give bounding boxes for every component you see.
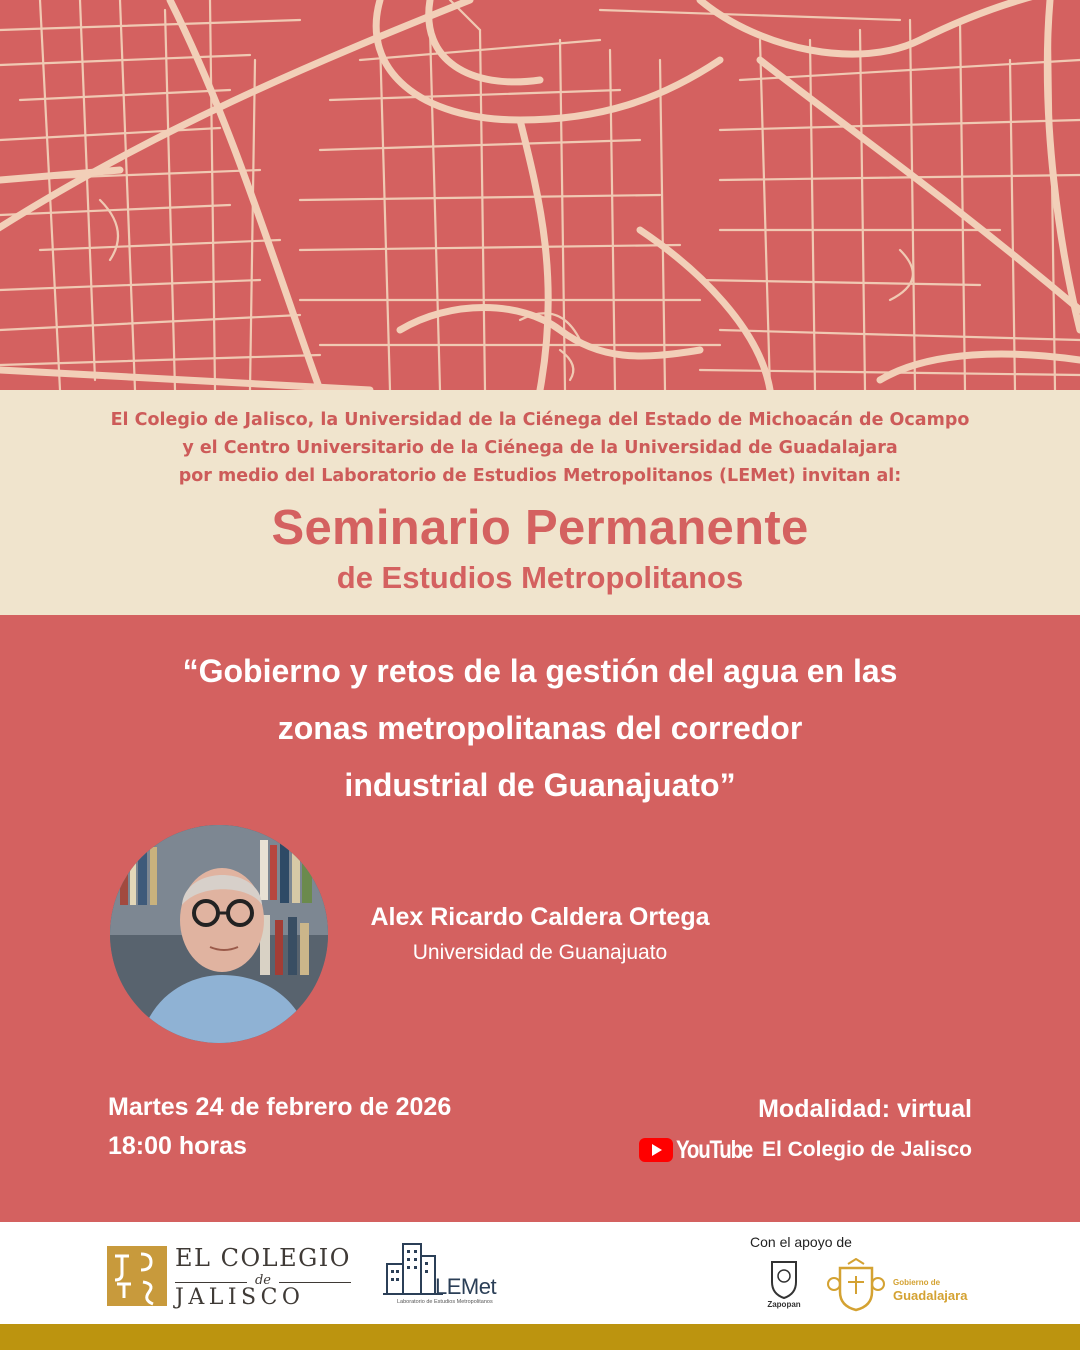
talk-title-line-2: zonas metropolitanas del corredor [277, 710, 803, 746]
youtube-channel-link[interactable] [639, 1135, 972, 1165]
zapopan-label: Zapopan [767, 1300, 801, 1309]
talk-title [0, 643, 1080, 814]
lemet-logo [383, 1236, 523, 1306]
organizers-line-3: por medio del Laboratorio de Estudios Metropolitanos (LEMet) invitan al: [178, 466, 902, 486]
city-map-illustration [0, 0, 1080, 390]
guadalajara-label: Guadalajara [893, 1288, 968, 1303]
street-map [0, 0, 1080, 390]
talk-title-line-3: industrial de Guanajuato” [344, 767, 736, 803]
colegio-wordmark-de: de [254, 1273, 271, 1288]
intro-band [0, 390, 1080, 615]
seminar-subtitle: de Estudios Metropolitanos [336, 560, 744, 595]
footer-logos [0, 1222, 1080, 1324]
youtube-play-icon [639, 1138, 673, 1162]
organizers-line-1: El Colegio de Jalisco, la Universidad de la Ciénega del Estado de Michoacán de Ocampo [110, 410, 970, 430]
organizers-line-2: y el Centro Universitario de la Ciénega de la Universidad de Guadalajara [182, 438, 898, 458]
speaker-photo [110, 825, 328, 1043]
colegio-rule [279, 1282, 351, 1283]
talk-title-line-1: “Gobierno y retos de la gestión del agua en las [182, 653, 898, 689]
support-label: Con el apoyo de [750, 1234, 852, 1250]
speaker-institution: Universidad de Guanajuato [412, 941, 668, 964]
seminar-title: Seminario Permanente [271, 501, 809, 555]
event-date: Martes 24 de febrero de 2026 [108, 1093, 452, 1121]
colegio-de-jalisco-logo [107, 1246, 352, 1310]
youtube-wordmark: YouTube [675, 1135, 752, 1164]
event-modality: Modalidad: virtual [758, 1095, 972, 1123]
colegio-emblem-icon [107, 1246, 167, 1306]
guadalajara-label-small: Gobierno de [893, 1278, 941, 1287]
bottom-gold-bar [0, 1324, 1080, 1350]
lemet-subtitle: Laboratorio de Estudios Metropolitanos [397, 1299, 493, 1305]
colegio-wordmark-bottom: JALISCO [175, 1285, 305, 1310]
colegio-wordmark-top: EL COLEGIO [175, 1244, 351, 1272]
speaker-name: Alex Ricardo Caldera Ortega [370, 903, 710, 931]
channel-name: El Colegio de Jalisco [761, 1138, 972, 1161]
lemet-wordmark: LEMet [435, 1274, 497, 1299]
youtube-logo [639, 1135, 752, 1165]
buildings-icon [383, 1236, 443, 1298]
event-time: 18:00 horas [108, 1132, 247, 1160]
guadalajara-crest-icon [826, 1258, 886, 1314]
